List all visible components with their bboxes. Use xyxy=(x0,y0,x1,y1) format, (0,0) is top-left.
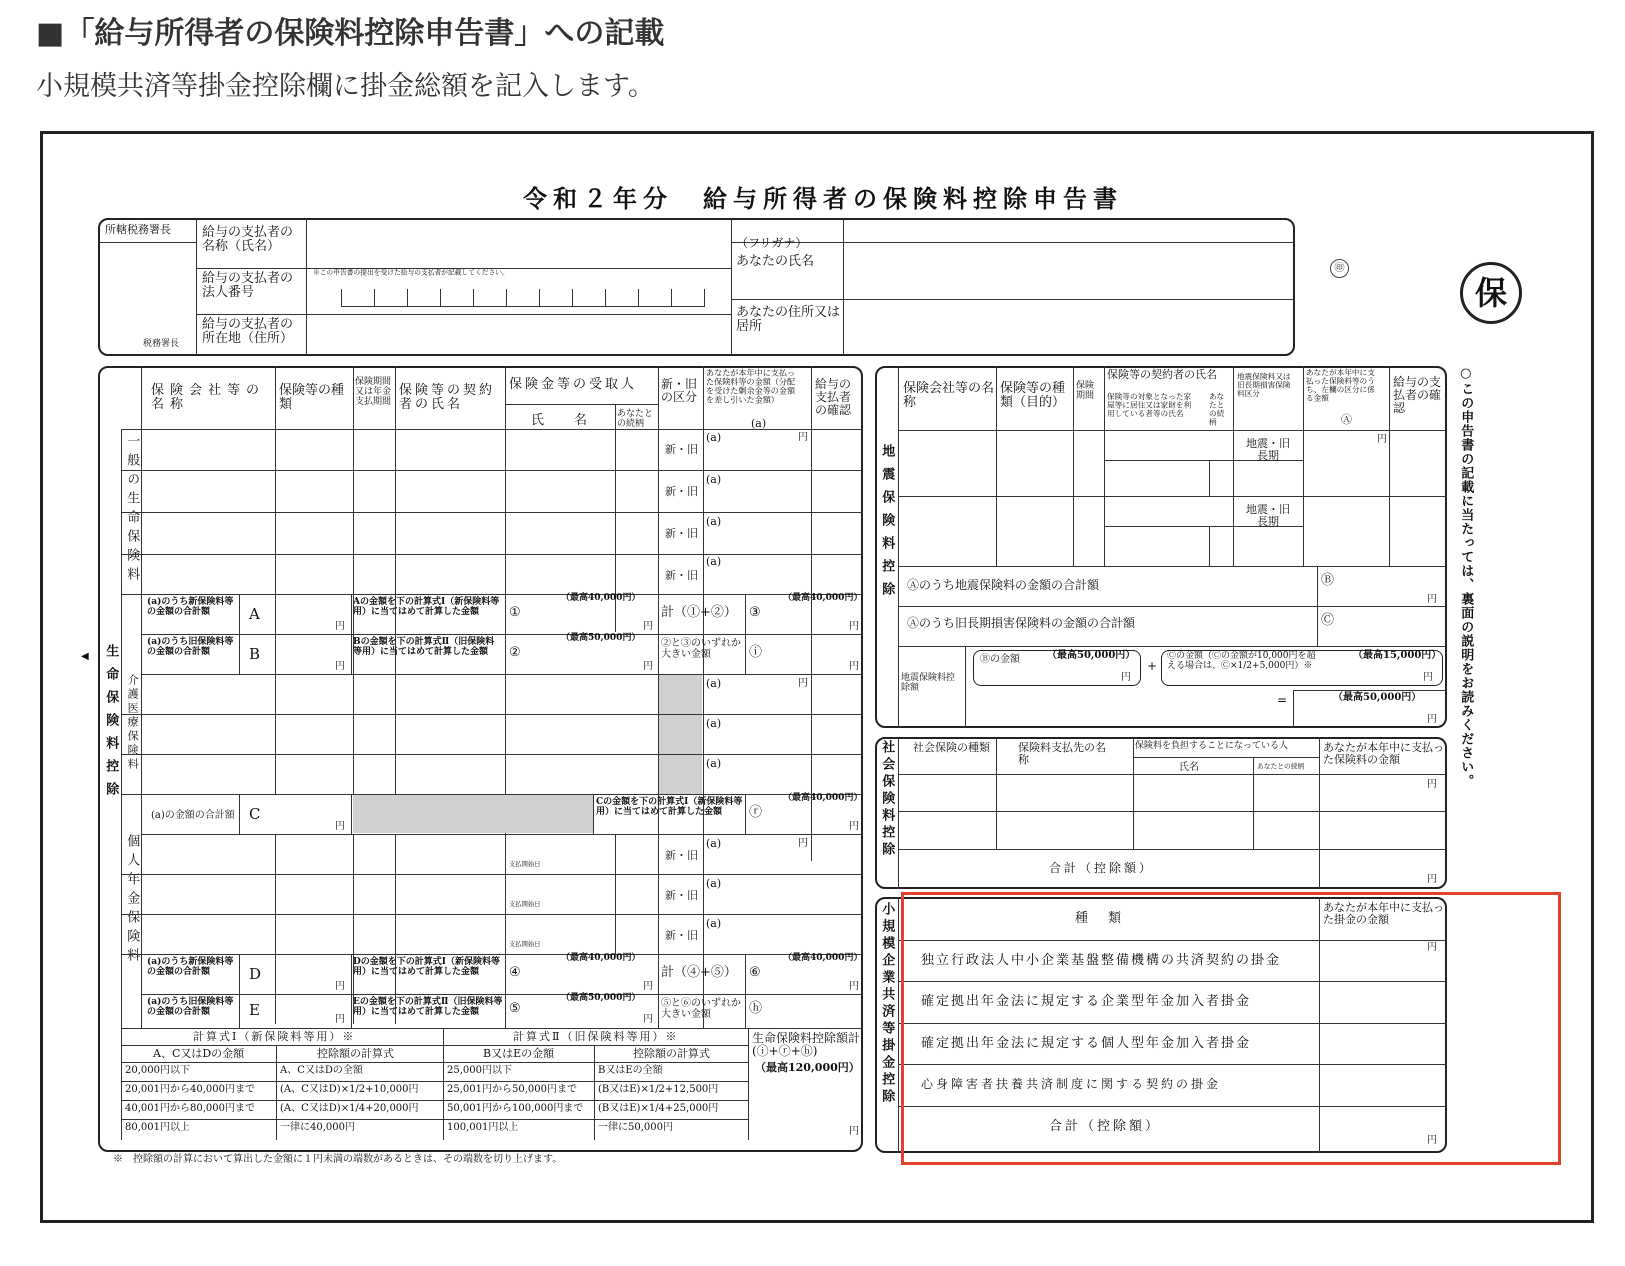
care-shade xyxy=(659,675,702,794)
life-col-recipient-name: 氏名 xyxy=(531,413,618,428)
max40-a: （最高40,000円） xyxy=(561,593,641,603)
formula-cell: (B又はE)×1/2+12,500円 xyxy=(598,1084,719,1095)
sum-d-label: (a)のうち新保険料等の金額の合計額 xyxy=(147,957,234,977)
eq-col-relation: あなたとの続柄 xyxy=(1209,393,1225,427)
eq-col-object: 保険等の対象となった家屋等に居住又は家財を利用している者等の氏名 xyxy=(1107,393,1192,419)
small-col-kind: 種類 xyxy=(1075,911,1142,926)
life-col-relation: あなたとの続柄 xyxy=(617,409,654,429)
life-total-max: （最高120,000円） xyxy=(755,1061,860,1074)
care-sum-shade xyxy=(353,795,593,833)
life-col-confirm: 給与の支払者の確認 xyxy=(815,377,852,418)
general-life-label: 一般の生命保険料 xyxy=(124,434,140,586)
formula-cell: 40,001円から80,000円まで xyxy=(125,1103,255,1114)
earthquake-label: 地震保険料控除 xyxy=(879,444,895,605)
sum-e-mark: E xyxy=(249,1001,260,1019)
sum-a-mark: A xyxy=(249,605,260,623)
small-row-4: 心身障害者扶養共済制度に関する契約の掛金 xyxy=(921,1077,1222,1091)
life-section-label: 生命保険料控除 xyxy=(103,644,119,805)
form-title: 令和２年分 給与所得者の保険料控除申告書 xyxy=(523,185,1123,213)
sum-a-label: (a)のうち新保険料等の金額の合計額 xyxy=(147,597,234,617)
payer-name-label: 給与の支払者の名称（氏名） xyxy=(202,225,294,255)
social-col-name: 氏名 xyxy=(1179,762,1199,773)
eq-mark-b: Ⓑ xyxy=(1321,573,1335,588)
eq-c-calc: Ⓒの金額（Ⓒの金額が10,000円を超える場合は、Ⓒ×1/2+5,000円）※ xyxy=(1167,651,1316,671)
social-label: 社会保険料控除 xyxy=(879,740,895,859)
highlight-box xyxy=(901,892,1561,1165)
bigger-23: ②と③のいずれか大きい金額 xyxy=(661,638,741,660)
circle-4: ④ xyxy=(509,965,521,980)
max50-b: （最高50,000円） xyxy=(561,633,641,643)
formula-cell: B又はEの全額 xyxy=(598,1065,663,1076)
seal-mark: ㊞ xyxy=(1330,259,1349,278)
circle-3: ③ xyxy=(749,605,761,620)
newold-3: 新・旧 xyxy=(665,527,698,540)
calc-c-label: Cの金額を下の計算式Ⅰ（新保険料等用）に当てはめて計算した金額 xyxy=(596,797,743,817)
sum-e-label: (a)のうち旧保険料等の金額の合計額 xyxy=(147,997,234,1017)
page-heading: ■「給与所得者の保険料控除申告書」への記載 xyxy=(36,16,665,51)
formula-cell: 一律に40,000円 xyxy=(280,1122,355,1133)
circle-ha: ⓗ xyxy=(749,1001,763,1016)
small-business-label: 小規模企業共済等掛金控除 xyxy=(879,902,895,1106)
your-name-label: あなたの氏名 xyxy=(736,254,815,269)
formula-cell: 25,000円以下 xyxy=(447,1065,512,1076)
social-col-payee: 保険料支払先の名称 xyxy=(1018,741,1106,767)
circle-2: ② xyxy=(509,645,521,660)
newold-1: 新・旧 xyxy=(665,443,698,456)
life-col-amount-mark: (a) xyxy=(751,417,767,430)
a-mark-1: (a) xyxy=(706,431,722,444)
life-col-amount: あなたが本年中に支払った保険料等の金額（分配を受けた剰余金等の金額を差し引いた金額） xyxy=(706,369,796,405)
formula-cell: 20,001円から40,000円まで xyxy=(125,1084,255,1095)
sum-b-label: (a)のうち旧保険料等の金額の合計額 xyxy=(147,637,234,657)
circle-6: ⑥ xyxy=(749,965,761,980)
sum-c-label: (a)の金額の合計額 xyxy=(151,810,235,821)
eq-col-kind: 地震保険料又は旧長期損害保険料区分 xyxy=(1237,373,1291,399)
formula-note: ※ 控除額の計算において算出した金額に１円未満の端数があるときは、その端数を切り上げます。 xyxy=(113,1154,563,1165)
sum-12: 計（①+②） xyxy=(661,605,737,620)
furigana-label: （フリガナ） xyxy=(736,236,808,250)
calc-d-label: Dの金額を下の計算式Ⅰ（新保険料等用）に当てはめて計算した金額 xyxy=(353,957,501,977)
eq-col-company: 保険会社等の名称 xyxy=(903,381,995,411)
sum-45: 計（④+⑤） xyxy=(661,965,737,980)
eq-col-period: 保険期間 xyxy=(1076,381,1095,401)
circle-1: ① xyxy=(509,605,521,620)
eq-max15: （最高15,000円） xyxy=(1353,650,1442,661)
eq-deduct-label: 地震保険料控除額 xyxy=(901,673,956,693)
ho-mark: 保 xyxy=(1460,262,1522,324)
a-mark-2: (a) xyxy=(706,473,722,486)
circle-ro: ⓡ xyxy=(749,805,763,820)
eq-sum-jishin: Ⓐのうち地震保険料の金額の合計額 xyxy=(907,578,1100,592)
a-mark-4: (a) xyxy=(706,555,722,568)
life-col-recipient: 保険金等の受取人 xyxy=(509,377,638,392)
eq-kind-2: 地震・旧長期 xyxy=(1246,503,1290,529)
newold-2: 新・旧 xyxy=(665,485,698,498)
care-label: 介護医療保険料 xyxy=(126,674,140,772)
life-col-company: 保険会社等の名称 xyxy=(151,383,266,413)
pension-label: 個人年金保険料 xyxy=(124,834,140,967)
pension-start-1: 支払開始日 xyxy=(509,861,541,869)
payer-number-label: 給与の支払者の法人番号 xyxy=(202,271,294,301)
a-mark-3: (a) xyxy=(706,515,722,528)
calc-b-label: Bの金額を下の計算式Ⅱ（旧保険料等用）に当てはめて計算した金額 xyxy=(353,637,495,657)
side-note: ○この申告書の記載に当たっては、裏面の説明をお読みください。 xyxy=(1458,366,1474,788)
life-total-label: 生命保険料控除額計(ⓘ+ⓡ+ⓗ) xyxy=(752,1031,861,1059)
deduction-form: 令和２年分 給与所得者の保険料控除申告書 所轄税務署長 税務署長 給与の支払者の名称（氏名） 給与の支払者の法人番号 給与の支払者の所在地（住所） ※この申告書の提出を受けた給与の支払者が記載してください。 （フリガナ） あなたの氏名 あなたの住所又は居所 ㊞ 保 ◀ 生命保険料控除 一般の生命保険料 介護医療保険料 個人年金保険料 保険会社等の名称 保険等の種類 保険期間又は年金支払期間 保険等の契約者の氏名 保険金等の受取人 氏名 あなたとの続柄 新・旧の区分 あなたが本年中に支払った保険料等の金額（分配を受けた剰余金等の金額を差し引いた金額） (a) 給与の支払者の確認 新・旧 新・旧 新・旧 新・旧 (a) (a) (a) (a) 円 (a)のうち新保険料等の金額の合計額 A 円 Aの金額を下の計算式Ⅰ（新保険料等用）に当てはめて計算した金額 ① （最高40,000円） 円 計（①+②） ③ （最高40,000円） 円 (a)のうち旧保険料等の金額の合計額 B 円 Bの金額を下の計算式Ⅱ（旧保険料等用）に当てはめて計算した金額 ② （最高50,000円） 円 ②と③のいずれか大きい金額 ⓘ 円 (a) (a) (a) 円 (a)の金額の合計額 C 円 Cの金額を下の計算式Ⅰ（新保険料等用）に当てはめて計算した金額 ⓡ （最高40,000円） 円 新・旧 新・旧 新・旧 (a) (a) (a) 円 支払開始日 支払開始日 支払開始日 (a)のうち新保険料等の金額の合計額 D 円 Dの金額を下の計算式Ⅰ（新保険料等用）に当てはめて計算した金額 ④ （最高40,000円） 円 計（④+⑤） ⑥ （最高40,000円） 円 (a)のうち旧保険料等の金額の合計額 E 円 Eの金額を下の計算式Ⅱ（旧保険料等用）に当てはめて計算した金額 ⑤ （最高50,000円） 円 ⑤と⑥のいずれか大きい金額 ⓗ 計算式Ⅰ（新保険料等用）※ 計算式Ⅱ（旧保険料等用）※ A、C又はDの金額 控除額の計算式 B又はEの金額 控除額の計算式 20,000円以下 A、C又はDの全額 25,000円以下 B又はEの全額 20,001円から40,000円まで (A、C又はD)×1/2+10,000円 25,001円から50,000円まで (B又はE)×1/2+12,500円 40,001円から80,000円まで (A、C又はD)×1/4+20,000円 50,001円から100,000円まで (B又はE)×1/4+25,000円 80,001円以上 一律に40,000円 100,001円以上 一律に50,000円 生命保険料控除額計(ⓘ+ⓡ+ⓗ) （最高120,000円） 円 ※ 控除額の計算において算出した金額に１円未満の端数があるときは、その端数を切り上げます。 地震保険料控除 保険会社等の名称 保険等の種類（目的） 保険期間 保険等の契約者の氏名 保険等の対象となった家屋等に居住又は家財を利用している者等の氏名 あなたとの続柄 地震保険料又は旧長期損害保険料区分 あなたが本年中に支払った保険料等のうち、左欄の区分に係る金額 Ⓐ 給与の支払者の確認 地震・旧長期 地震・旧長期 円 Ⓐのうち地震保険料の金額の合計額 Ⓑ 円 Ⓐのうち旧長期損害保険料の金額の合計額 Ⓒ 地震保険料控除額 Ⓑの金額 （最高50,000円） 円 + Ⓒの金額（Ⓒの金額が10,000円を超える場合は、Ⓒ×1/2+5,000円）※ （最高15,000円） 円 = （最高50,000円） 円 社会保険料控除 社会保険の種類 保険料支払先の名称 保険料を負担することになっている人 氏名 あなたとの続柄 あなたが本年中に支払った保険料の金額 円 合計（控除額） 円 小規模企業共済等掛金控除 種類 あなたが本年中に支払った掛金の金額 円 独立行政法人中小企業基盤整備機構の共済契約の掛金 確定拠出年金法に規定する企業型年金加入者掛金 確定拠出年金法に規定する個人型年金加入者掛金 心身障害者扶養共済制度に関する契約の掛金 合計（控除額） 円 ○この申告書の記載に当たっては、裏面の説明をお読みください。 xyxy=(40,131,1594,1223)
eq-max50: （最高50,000円） xyxy=(1047,650,1136,661)
calc-a-label: Aの金額を下の計算式Ⅰ（新保険料等用）に当てはめて計算した金額 xyxy=(353,597,500,617)
life-col-type: 保険等の種類 xyxy=(279,383,345,413)
formula-h2: 控除額の計算式 xyxy=(317,1047,394,1060)
formula-title-2: 計算式Ⅱ（旧保険料等用）※ xyxy=(513,1030,679,1043)
formula-cell: 50,001円から100,000円まで xyxy=(447,1103,584,1114)
eq-col-type: 保険等の種類（目的） xyxy=(1000,381,1066,411)
formula-cell: (B又はE)×1/4+25,000円 xyxy=(598,1103,719,1114)
eq-col-confirm: 給与の支払者の確認 xyxy=(1393,375,1442,416)
social-total: 合計（控除額） xyxy=(1049,861,1155,875)
small-row-3: 確定拠出年金法に規定する個人型年金加入者掛金 xyxy=(921,1036,1252,1051)
formula-h3: B又はEの金額 xyxy=(483,1047,555,1060)
eq-result-max: （最高50,000円） xyxy=(1333,692,1422,703)
tax-office-suffix: 税務署長 xyxy=(143,339,180,349)
small-row-1: 独立行政法人中小企業基盤整備機構の共済契約の掛金 xyxy=(921,953,1282,968)
eq-b-amount: Ⓑの金額 xyxy=(980,654,1020,665)
eq-col-contractor: 保険等の契約者の氏名 xyxy=(1107,368,1217,381)
small-col-amount: あなたが本年中に支払った掛金の金額 xyxy=(1323,901,1444,927)
page-subheading: 小規模共済等掛金控除欄に掛金総額を記入します。 xyxy=(36,71,655,102)
social-col-relation: あなたとの続柄 xyxy=(1257,763,1305,771)
eq-col-amount: あなたが本年中に支払った保険料等のうち、左欄の区分に係る金額 xyxy=(1306,369,1375,403)
sum-d-mark: D xyxy=(249,965,262,983)
formula-cell: 20,000円以下 xyxy=(125,1065,190,1076)
small-row-2: 確定拠出年金法に規定する企業型年金加入者掛金 xyxy=(921,994,1252,1009)
payer-note: ※この申告書の提出を受けた給与の支払者が記載してください。 xyxy=(313,269,509,277)
formula-cell: A、C又はDの全額 xyxy=(280,1065,363,1076)
sum-c-mark: C xyxy=(249,805,261,823)
social-col-amount: あなたが本年中に支払った保険料の金額 xyxy=(1323,741,1444,767)
formula-cell: (A、C又はD)×1/4+20,000円 xyxy=(280,1103,419,1114)
eq-kind-1: 地震・旧長期 xyxy=(1246,437,1290,463)
eq-mark-c: Ⓒ xyxy=(1321,613,1335,628)
life-col-period: 保険期間又は年金支払期間 xyxy=(355,377,392,407)
formula-cell: 一律に50,000円 xyxy=(598,1122,673,1133)
formula-cell: 80,001円以上 xyxy=(125,1122,190,1133)
formula-cell: (A、C又はD)×1/2+10,000円 xyxy=(280,1084,419,1095)
formula-h1: A、C又はDの金額 xyxy=(153,1047,245,1060)
max40-b: （最高40,000円） xyxy=(783,593,863,603)
life-col-newold: 新・旧の区分 xyxy=(661,377,698,405)
pension-start-3: 支払開始日 xyxy=(509,941,541,949)
your-address-label: あなたの住所又は居所 xyxy=(736,305,841,335)
eq-sum-old: Ⓐのうち旧長期損害保険料の金額の合計額 xyxy=(907,616,1136,630)
formula-cell: 100,001円以上 xyxy=(447,1122,519,1133)
formula-h4: 控除額の計算式 xyxy=(633,1047,710,1060)
social-col-bearer: 保険料を負担することになっている人 xyxy=(1135,741,1289,751)
eq-col-amount-mark: Ⓐ xyxy=(1341,413,1352,426)
formula-title-1: 計算式Ⅰ（新保険料等用）※ xyxy=(193,1030,356,1043)
circle-5: ⑤ xyxy=(509,1001,521,1016)
tax-office-label: 所轄税務署長 xyxy=(105,223,171,236)
life-col-contractor: 保険等の契約者の氏名 xyxy=(399,383,496,413)
small-total: 合計（控除額） xyxy=(1049,1119,1162,1134)
calc-e-label: Eの金額を下の計算式Ⅱ（旧保険料等用）に当てはめて計算した金額 xyxy=(353,997,503,1017)
yen-life-1: 円 xyxy=(798,432,808,443)
social-col-kind: 社会保険の種類 xyxy=(913,741,990,754)
bigger-56: ⑤と⑥のいずれか大きい金額 xyxy=(661,998,741,1020)
newold-4: 新・旧 xyxy=(665,569,698,582)
sum-b-mark: B xyxy=(249,645,261,663)
formula-cell: 25,001円から50,000円まで xyxy=(447,1084,577,1095)
pension-start-2: 支払開始日 xyxy=(509,901,541,909)
circle-i: ⓘ xyxy=(749,645,763,660)
payer-address-label: 給与の支払者の所在地（住所） xyxy=(202,317,294,347)
